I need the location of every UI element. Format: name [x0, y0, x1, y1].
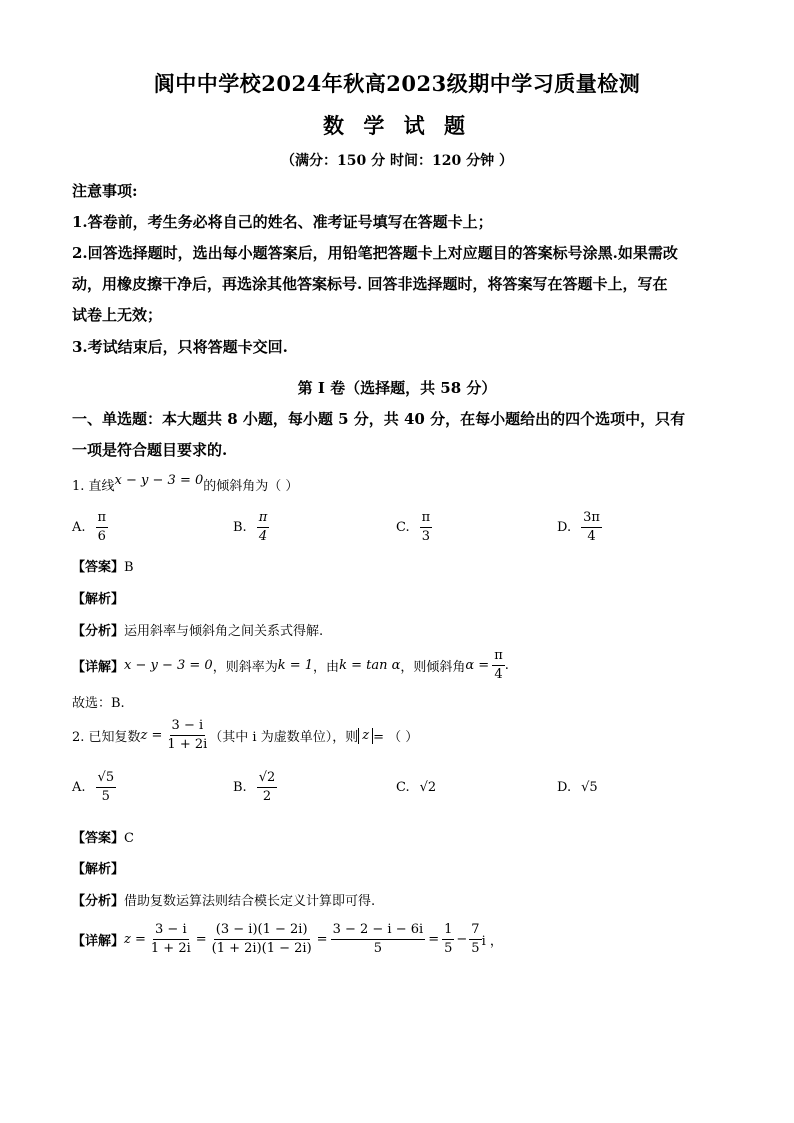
note-3: 3.考试结束后，只将答题卡交回. — [72, 338, 288, 356]
q1-option-d: D. $\frac{3\pi}{4}$ — [557, 510, 600, 544]
note-2-line-2: 动，用橡皮擦干净后，再选涂其他答案标号. 回答非选择题时，将答案写在答题卡上，写在 — [72, 275, 668, 293]
section-title: 第 I 卷（选择题，共 58 分） — [297, 379, 497, 397]
q2-fenxi: 【分析】借助复数运算法则结合模长定义计算即可得. — [72, 894, 376, 909]
question-1-prefix: 1. 直线 — [72, 479, 115, 494]
q2-option-b: B. $\frac{√2}{2}$ — [233, 770, 276, 804]
q2-detail: 【详解】 z = $\frac{3 - i}{1 + 2i}$ = $\frac{(3 - i)(1 - 2i)}{(1 + 2i)(1 - 2i)}$ = $\frac{3 - 2 - i - 6i}{5}$ = $\frac{1}{5}$ − $\frac{7}{5}$ i ， — [72, 922, 503, 956]
q2-analysis-tag: 【解析】 — [72, 862, 125, 877]
q1-option-b: B. $\frac{\pi}{4}$ — [233, 510, 268, 544]
exam-title: 阆中中学校2024年秋高2023级期中学习质量检测 — [153, 71, 641, 96]
q1-conclusion: 故选：B. — [72, 696, 125, 711]
q2-answer: 【答案】C — [72, 831, 134, 846]
q1-option-a: A. $\frac{\pi}{6}$ — [72, 510, 107, 544]
q1-answer: 【答案】B — [72, 560, 134, 575]
question-1-suffix: 的倾斜角为（ ） — [203, 479, 299, 494]
q2-option-c: C. √2 — [396, 780, 437, 795]
q1-detail: 【详解】 x − y − 3 = 0 ，则斜率为 k = 1 ，由 k = tan α ，则倾斜角 α = $\frac{\pi}{4}$ . — [72, 648, 509, 682]
exam-meta: （满分：150 分 时间：120 分钟 ） — [281, 153, 513, 169]
note-2-line-3: 试卷上无效； — [72, 306, 163, 324]
section-instruction-line-1: 一、单选题：本大题共 8 小题，每小题 5 分，共 40 分，在每小题给出的四个选项中，只有 — [72, 410, 686, 428]
q1-fenxi: 【分析】运用斜率与倾斜角之间关系式得解. — [72, 624, 324, 639]
question-1-equation: x − y − 3 = 0 — [114, 473, 204, 488]
notes-heading: 注意事项: — [72, 182, 138, 200]
q1-analysis-tag: 【解析】 — [72, 592, 125, 607]
question-2-stem: 2. 已知复数 z = $\frac{3 - i}{1 + 2i}$ （其中 i 为虚数单位），则 z = （ ） — [72, 718, 419, 752]
note-1: 1.答卷前，考生务必将自己的姓名、准考证号填写在答题卡上； — [72, 213, 493, 231]
question-1-stem — [72, 475, 298, 494]
q2-option-a: A. $\frac{√5}{5}$ — [72, 770, 115, 804]
subject-title: 数 学 试 题 — [323, 113, 471, 138]
q2-option-d: D. √5 — [557, 780, 598, 795]
section-instruction-line-2: 一项是符合题目要求的. — [72, 441, 228, 459]
note-2-line-1: 2.回答选择题时，选出每小题答案后，用铅笔把答题卡上对应题目的答案标号涂黑.如果需改 — [72, 244, 678, 262]
q1-option-c: C. $\frac{\pi}{3}$ — [396, 510, 431, 544]
